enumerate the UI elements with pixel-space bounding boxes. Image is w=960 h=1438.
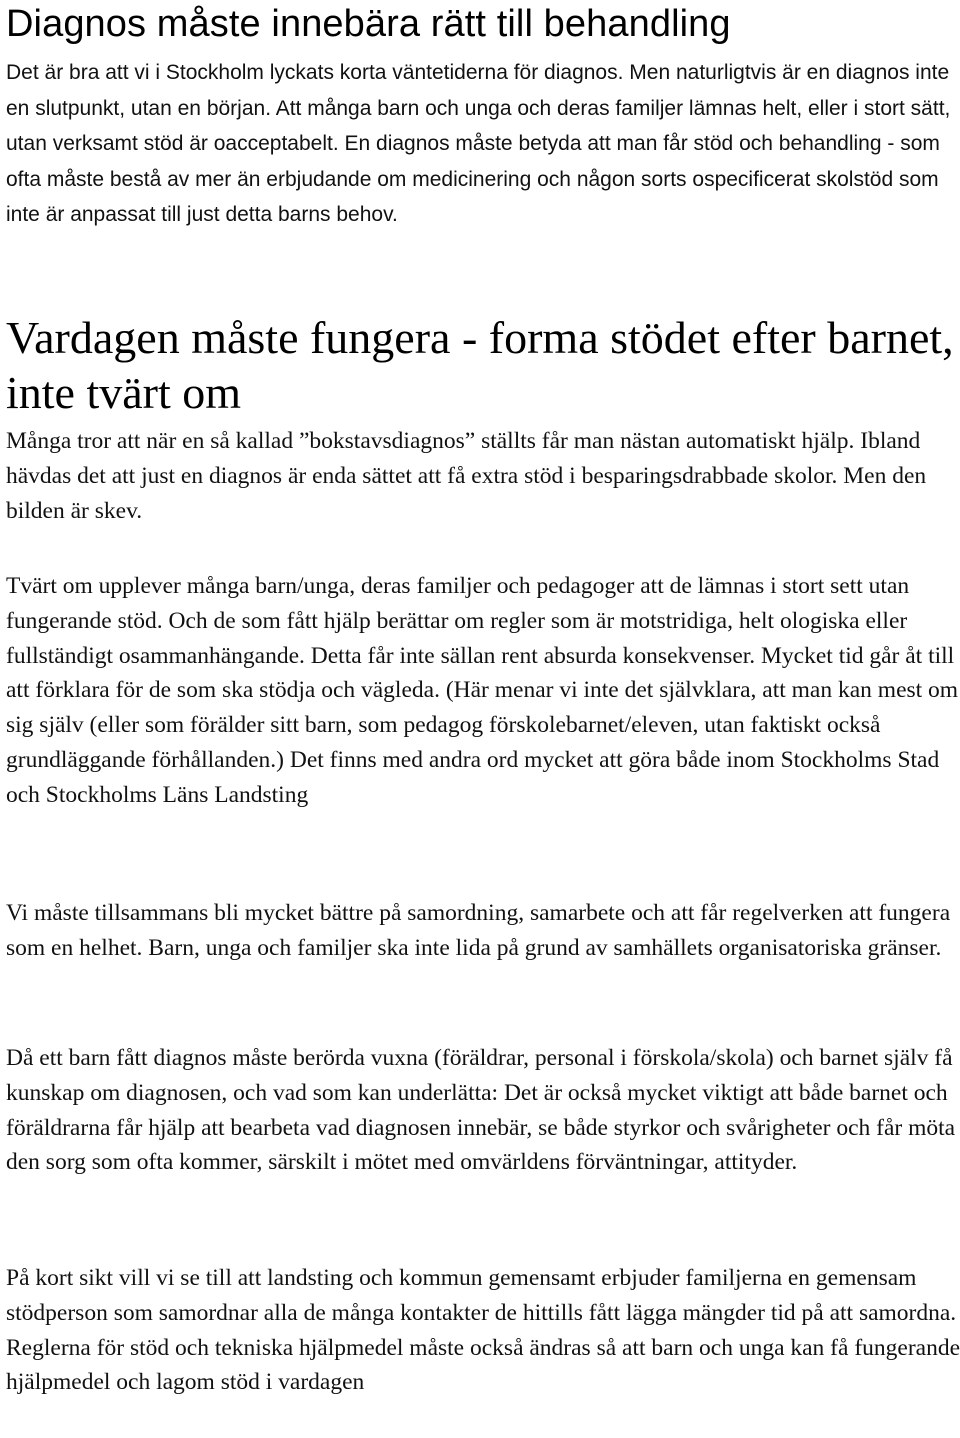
heading-diagnos: Diagnos måste innebära rätt till behandling xyxy=(6,3,731,45)
paragraph-kunskap: Då ett barn fått diagnos måste berörda vuxna (föräldrar, personal i förskola/skola) och barnet själv få kunskap om diagnosen, och vad som kan underlätta: Det är också mycket viktigt att både barnet och föräldrarna får hjälp att bearbeta vad diagnosen innebär, se både styrkor och svårigheter och får möta den sorg som ofta kommer, särskilt i mötet med omvärldens förväntningar, attityder. xyxy=(6,1045,956,1176)
paragraph-stodperson: På kort sikt vill vi se till att landsting och kommun gemensamt erbjuder familjerna en gemensam stödperson som samordnar alla de många kontakter de hittills fått lägga mängder tid på att samordna. Reglerna för stöd och tekniska hjälpmedel måste också ändras så att barn och unga kan få fungerande hjälpmedel och lagom stöd i vardagen xyxy=(6,1265,960,1396)
paragraph-bokstavsdiagnos: Många tror att när en så kallad ”bokstavsdiagnos” ställts får man nästan automatiskt hjälp. Ibland hävdas det att just en diagnos är enda sättet att få extra stöd i besparingsdrabbade skolor. Men den bilden är skev. xyxy=(6,428,927,524)
paragraph-diagnos: Det är bra att vi i Stockholm lyckats korta väntetiderna för diagnos. Men naturligtvis är en diagnos inte en slutpunkt, utan en början. Att många barn och unga och deras familjer lämnas helt, eller i stort sätt, utan verksamt stöd är oacceptabelt. En diagnos måste betyda att man får stöd och behandling - som ofta måste bestå av mer än erbjudande om medicinering och någon sorts ospecificerat skolstöd som inte är anpassat till just detta barns behov. xyxy=(6,61,951,226)
heading-vardagen: Vardagen måste fungera - forma stödet efter barnet, inte tvärt om xyxy=(6,312,954,418)
paragraph-tvart-om: Tvärt om upplever många barn/unga, deras familjer och pedagoger att de lämnas i stort sett utan fungerande stöd. Och de som fått hjälp berättar om regler som är motstridiga, helt ologiska eller fullständigt osammanhängande. Detta får inte sällan rent absurda konsekvenser. Mycket tid går åt till att förklara för de som ska stödja och vägleda. (Här menar vi inte det självklara, att man kan mest om sig själv (eller som förälder sitt barn, som pedagog förskolebarnet/eleven, utan faktiskt också grundläggande förhållanden.) Det finns med andra ord mycket att göra både inom Stockholms Stad och Stockholms Läns Landsting xyxy=(6,573,959,808)
paragraph-samordning: Vi måste tillsammans bli mycket bättre på samordning, samarbete och att får regelverken att fungera som en helhet. Barn, unga och familjer ska inte lida på grund av samhällets organisatoriska gränser. xyxy=(6,900,951,961)
